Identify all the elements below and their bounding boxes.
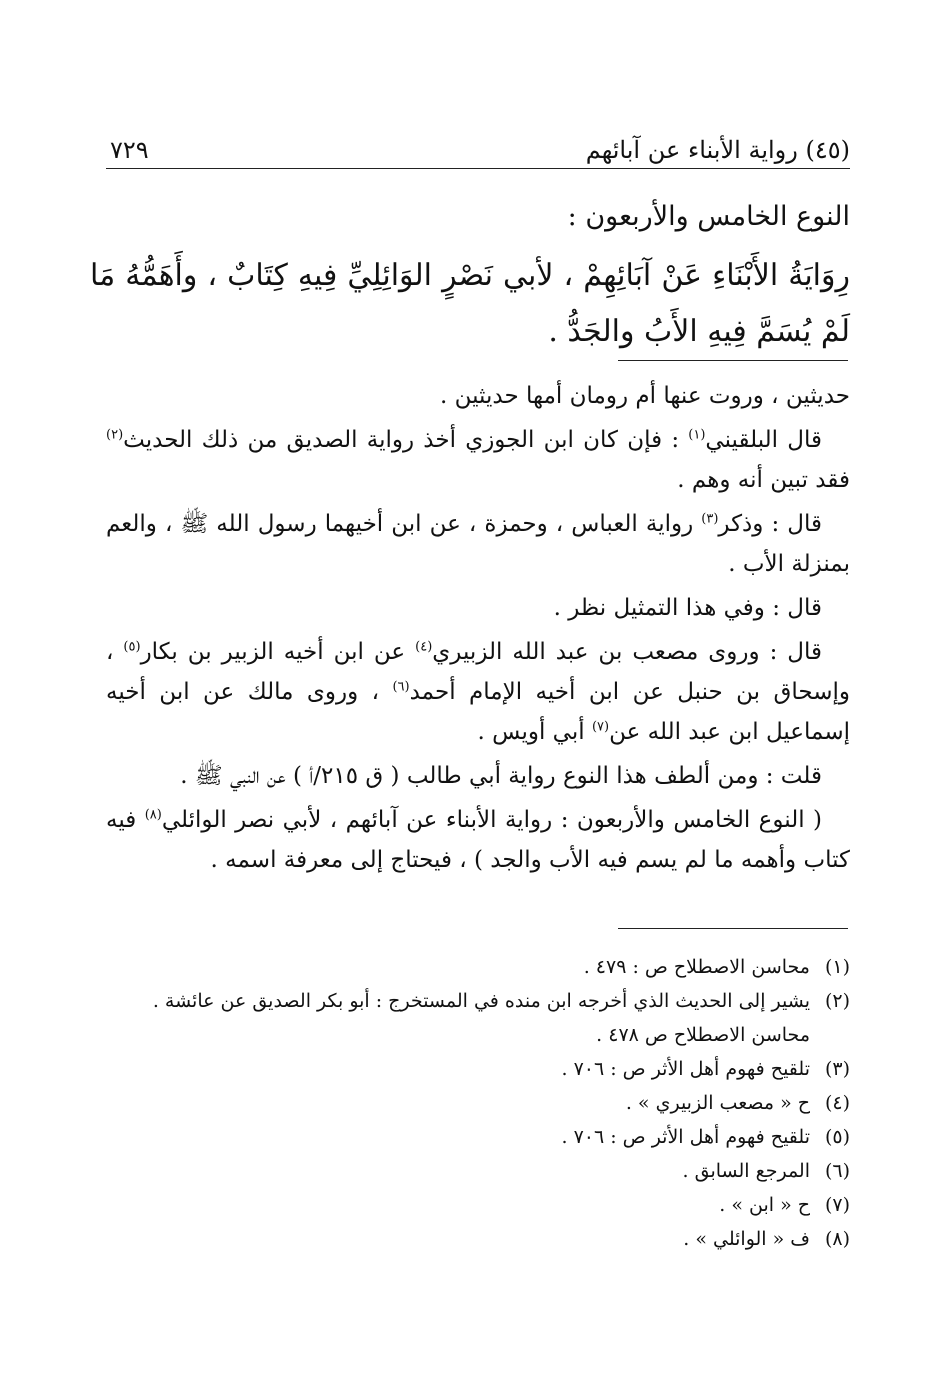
footnote-ref-3[interactable]: (٣) [701,511,719,527]
text: أبي أويس . [477,719,592,745]
text: قال : وذكر [718,511,822,537]
footnotes [106,950,850,1256]
footnote-ref-6[interactable]: (٦) [392,679,410,695]
text: فيه كتاب وأهمه ما لم يسم فيه الأب والجد ) ، فيحتاج إلى معرفة اسمه . [106,807,850,873]
footnote [106,1120,850,1154]
paragraph-5 [106,632,850,752]
text: قال البلقيني [705,427,822,453]
header-title: (٤٥) رواية الأبناء عن آبائهم [585,136,850,164]
paragraph-2 [106,420,850,500]
footnote-text: محاسن الاصطلاح ص : ٤٧٩ . [583,956,810,978]
footnote-number: (٥) [824,1126,850,1148]
footnote-text: ف « الوائلي » . [683,1228,810,1250]
text: فقد تبين أنه وهم . [677,467,850,493]
header-rule [106,168,850,169]
commentary [106,376,850,884]
matn-title: النوع الخامس والأربعون : [567,201,850,232]
paragraph-7 [106,800,850,880]
text: رواية العباس ، وحمزة ، عن ابن أخيهما رسول الله ﷺ ، والعم بمنزلة الأب . [106,511,850,577]
footnote [106,1052,850,1086]
footnote [106,984,850,1052]
footnote [106,1222,850,1256]
footnote-number: (٧) [824,1194,850,1216]
footnote-text: ح « مصعب الزبيري » . [625,1092,810,1114]
text: عن ابن أخيه الزبير بن بكار [140,639,416,665]
paragraph-3 [106,504,850,584]
footnote-text: تلقيح فهوم أهل الأثر ص : ٧٠٦ . [561,1126,810,1148]
footnote [106,1154,850,1188]
footnote-number: (٢) [824,990,850,1012]
text: ، وروى مالك عن ابن أخيه إسماعيل ابن عبد الله عن [106,679,850,745]
footnote [106,950,850,984]
paragraph-1: حديثين ، وروت عنها أم رومان أمها حديثين . [439,383,850,409]
text: ، وإسحاق بن حنبل عن ابن أخيه الإمام أحمد [106,639,850,705]
text: ( النوع الخامس والأربعون : رواية الأبناء عن آبائهم ، لأبي نصر الوائلي [161,807,823,833]
paragraph-4: قال : وفي هذا التمثيل نظر . [553,595,822,621]
text: : فإن كان ابن الجوزي أخذ رواية الصديق من ذلك الحديث [123,427,689,453]
footnote-ref-4[interactable]: (٤) [415,639,433,655]
footnote-number: (٦) [824,1160,850,1182]
matn-text: رِوَايَةُ الأَبْنَاءِ عَنْ آبَائِهِمْ ، لأبي نَصْرٍ الوَائِلِيِّ فِيهِ كِتَابٌ ، وأَهَمُّهُ مَا لَمْ يُسَمَّ فِيهِ الأَبُ والجَدُّ . [90,258,850,349]
page-number: ٧٢٩ [110,136,149,164]
footnote-number: (٨) [824,1228,850,1250]
footnote-text: يشير إلى الحديث الذي أخرجه ابن منده في المستخرج : أبو بكر الصديق عن عائشة . محاسن الاصطلاح ص ٤٧٨ . [152,990,810,1046]
footnote-separator [618,928,848,929]
footnote-ref-2[interactable]: (٢) [106,427,124,443]
paragraph-6: قلت : ومن ألطف هذا النوع رواية أبي طالب ( ق ٢١٥/أ ) عن النبي ﷺ . [180,763,822,789]
text: قال : وروى مصعب بن عبد الله الزبيري [432,639,823,665]
footnote-ref-5[interactable]: (٥) [123,639,141,655]
running-header [106,136,850,170]
footnote-number: (٤) [824,1092,850,1114]
footnote-text: تلقيح فهوم أهل الأثر ص : ٧٠٦ . [561,1058,810,1080]
footnote-number: (٣) [824,1058,850,1080]
footnote-ref-7[interactable]: (٧) [591,719,610,735]
footnote [106,1188,850,1222]
matn-separator [618,360,848,361]
footnote-ref-1[interactable]: (١) [688,427,706,443]
footnote-number: (١) [824,956,850,978]
footnote-text: ح « ابن » . [719,1194,810,1216]
footnote-ref-8[interactable]: (٨) [144,807,162,823]
footnote [106,1086,850,1120]
footnote-text: المرجع السابق . [682,1160,810,1182]
